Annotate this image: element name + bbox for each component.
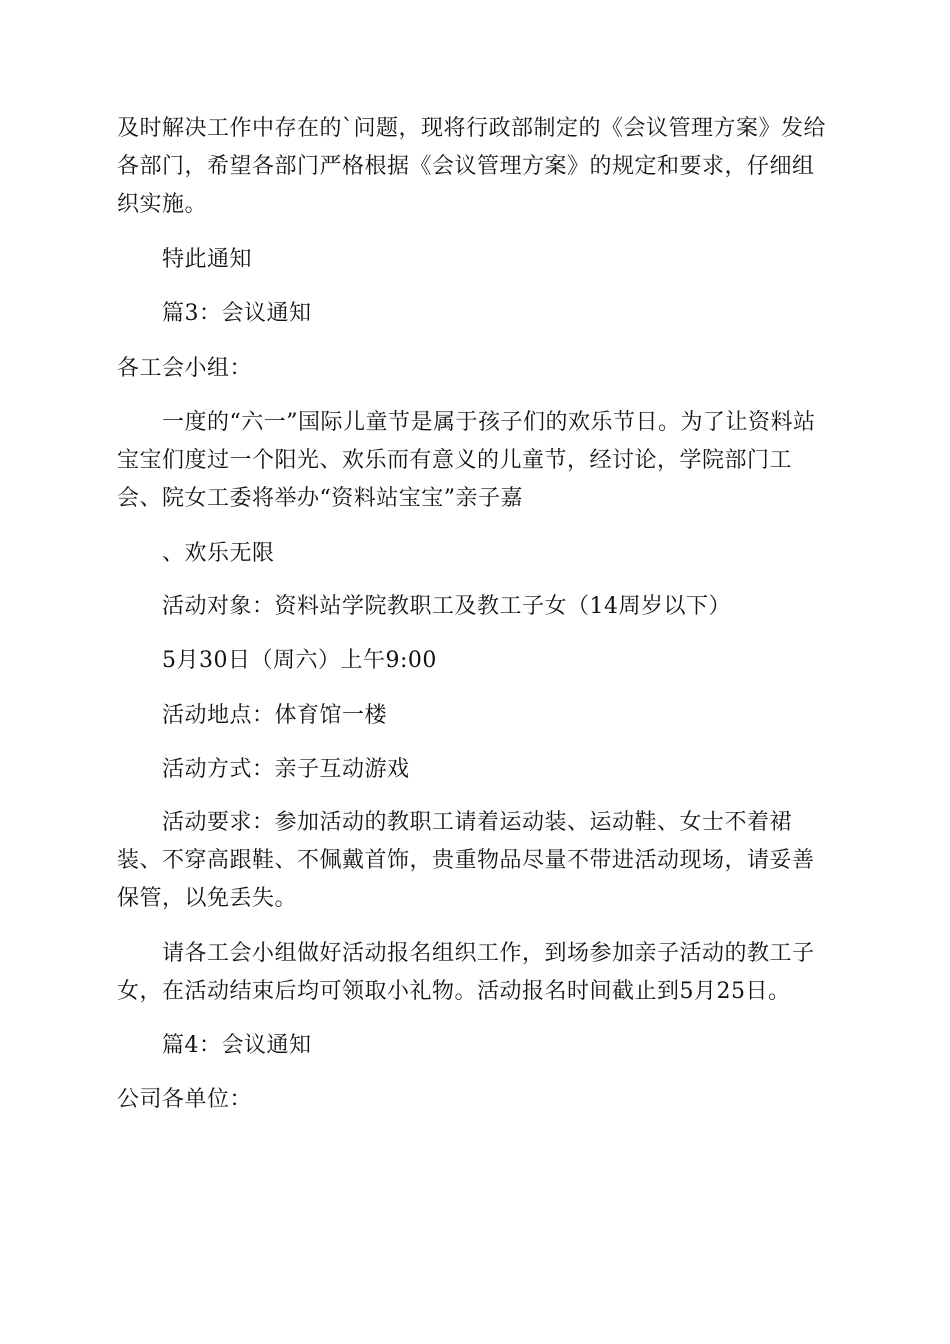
paragraph-text: 及时解决工作中存在的`问题，现将行政部制定的《会议管理方案》发给各部门，希望各部门严格根据《会议管理方案》的规定和要求，仔细组织实施。 — [117, 116, 827, 217]
activity-location — [117, 697, 833, 735]
activity-time — [117, 642, 833, 680]
salutation — [117, 350, 833, 388]
activity-target — [117, 588, 833, 626]
activity-requirements — [117, 804, 833, 918]
activity-target-text: 活动对象：资料站学院教职工及教工子女（14周岁以下） — [162, 594, 731, 619]
paragraph-text: 一度的“六一”国际儿童节是属于孩子们的欢乐节日。为了让资料站宝宝们度过一个阳光、欢乐而有意义的儿童节，经讨论，学院部门工会、院女工委将举办“资料站宝宝”亲子嘉 — [117, 410, 816, 511]
paragraph — [117, 241, 833, 279]
activity-location-text: 活动地点：体育馆一楼 — [162, 703, 388, 728]
salutation-text: 各工会小组： — [117, 356, 253, 381]
paragraph — [117, 935, 833, 1011]
paragraph-text: 请各工会小组做好活动报名组织工作，到场参加亲子活动的教工子女，在活动结束后均可领取小礼物。活动报名时间截止到5月25日。 — [117, 941, 815, 1004]
section-heading-text: 篇3：会议通知 — [162, 301, 312, 326]
salutation — [117, 1081, 833, 1119]
section-heading — [117, 1027, 833, 1065]
paragraph-text: 特此通知 — [162, 247, 253, 272]
activity-requirements-text: 活动要求：参加活动的教职工请着运动装、运动鞋、女士不着裙装、不穿高跟鞋、不佩戴首饰，贵重物品尽量不带进活动现场，请妥善保管，以免丢失。 — [117, 810, 815, 911]
activity-method-text: 活动方式：亲子互动游戏 — [162, 757, 410, 782]
paragraph — [117, 535, 833, 573]
salutation-text: 公司各单位： — [117, 1087, 253, 1112]
section-heading-text: 篇4：会议通知 — [162, 1033, 312, 1058]
paragraph — [117, 110, 833, 224]
activity-method — [117, 751, 833, 789]
paragraph-text: 、欢乐无限 — [162, 541, 275, 566]
paragraph — [117, 404, 833, 518]
activity-time-text: 5月30日（周六）上午9:00 — [162, 648, 437, 673]
section-heading — [117, 295, 833, 333]
